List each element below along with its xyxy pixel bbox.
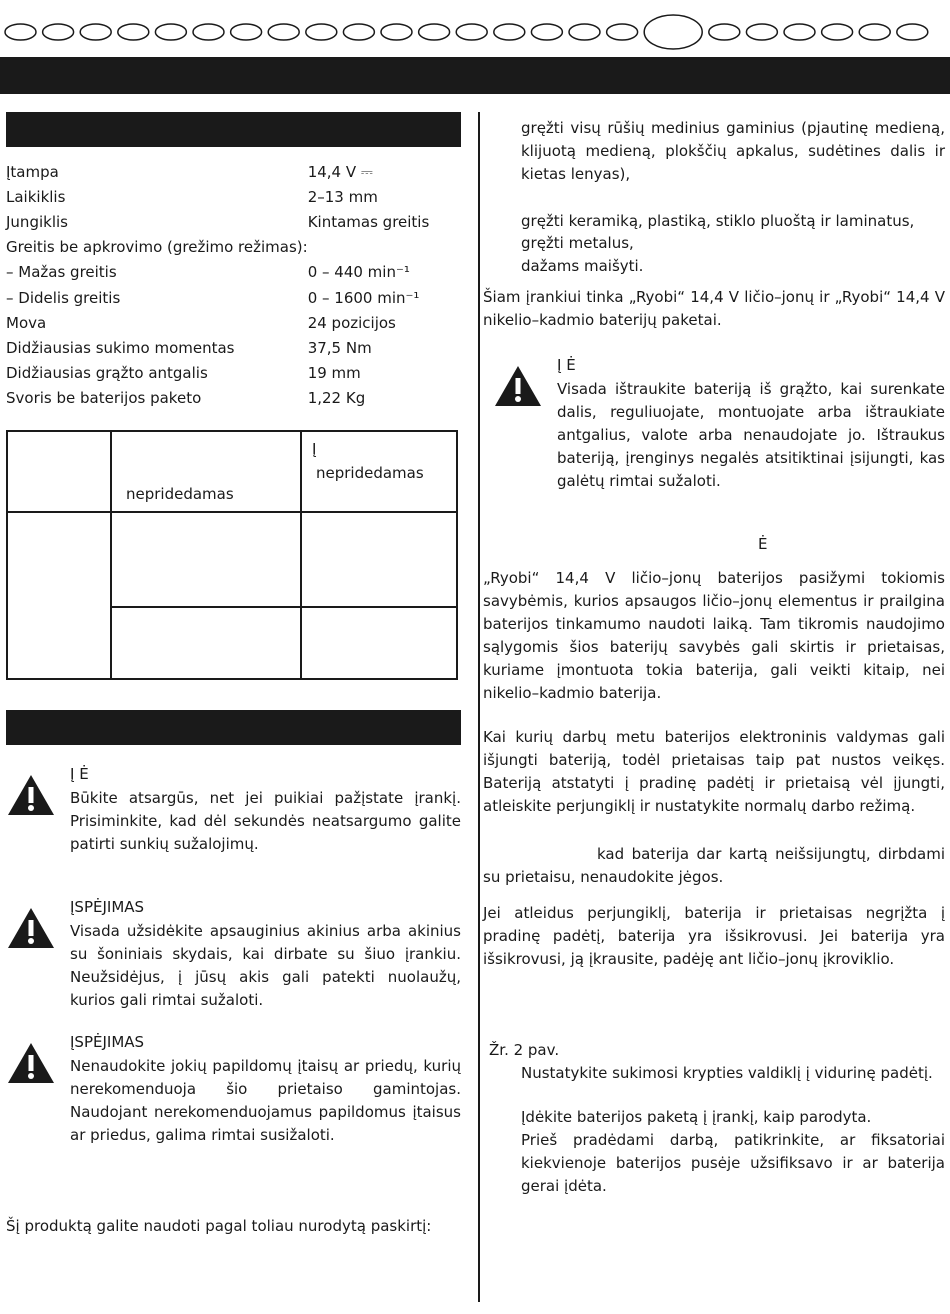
spec-label: Didžiausias sukimo momentas bbox=[6, 338, 235, 357]
page-oval bbox=[419, 24, 450, 40]
page-oval bbox=[494, 24, 525, 40]
spec-label: – Mažas greitis bbox=[6, 263, 117, 282]
paragraph-electronics: Kai kurių darbų metu baterijos elektroninis valdymas gali išjungti bateriją, todėl prietaisas taip pat nustos veikęs. Bateriją atstatyti į pradinę padėtį ir prietaisą vėl įjungti, atleiskite perjungiklį ir nustatykite normalų darbo režimą. bbox=[483, 728, 945, 815]
use-item-4: dažams maišyti. bbox=[521, 257, 644, 275]
spec-value: 37,5 Nm bbox=[307, 338, 372, 357]
paragraph-liion: „Ryobi“ 14,4 V ličio–jonų baterijos pasižymi tokiomis savybėmis, kurios apsaugos ličio–jonų elementus ir prailgina baterijos tinkamumo naudoti laiką. Tam tikromis naudojimo sąlygomis šios baterijų savybės gali skirtis ir prietaisas, kuriame įmontuota tokia baterija, gali veikti kitaip, nei nikelio–kadmio baterija. bbox=[483, 569, 945, 702]
warning-right-title: Į Ė bbox=[557, 356, 576, 374]
spec-label: Mova bbox=[6, 313, 47, 332]
spec-label: Įtampa bbox=[6, 162, 59, 181]
page-oval bbox=[709, 24, 740, 40]
spec-row bbox=[6, 159, 461, 184]
spec-row bbox=[6, 386, 461, 411]
figure-reference: Žr. 2 pav. bbox=[489, 1041, 560, 1059]
page-oval bbox=[80, 24, 111, 40]
spec-value: Kintamas greitis bbox=[307, 212, 430, 231]
warning-triangle-icon bbox=[6, 906, 56, 954]
use-item-1: gręžti visų rūšių medinius gaminius (pjautinę medieną, klijuotą medieną, plokščių apkalus, sudėtines dalis ir kietas lenyas), bbox=[521, 119, 945, 183]
spec-row bbox=[6, 260, 461, 285]
page-oval bbox=[822, 24, 853, 40]
page-oval bbox=[231, 24, 262, 40]
page-tab-ovals bbox=[0, 12, 950, 52]
page-oval bbox=[531, 24, 562, 40]
warning-block-1 bbox=[6, 765, 461, 875]
spec-value: 24 pozicijos bbox=[307, 313, 396, 332]
intended-use-intro: Šį produktą galite naudoti pagal toliau nurodytą paskirtį: bbox=[6, 1217, 432, 1235]
use-item-3: gręžti metalus, bbox=[521, 234, 634, 252]
warning-2-text: Visada užsidėkite apsauginius akinius arba akinius su šoniniais skydais, kai dirbate su šiuo įrankiu. Neužsidėjus, į jūsų akis gali patekti nuolaužų, kurios gali rimtai sužaloti. bbox=[70, 922, 461, 1009]
page-oval bbox=[155, 24, 186, 40]
section-heading-mark: Ė bbox=[758, 535, 768, 553]
warning-1-title: Į Ė bbox=[70, 765, 89, 783]
paragraph-force: kad baterija dar kartą neišsijungtų, dirbdami su prietaisu, nenaudokite jėgos. bbox=[483, 845, 945, 886]
specs-section-bar bbox=[6, 112, 461, 147]
spec-row bbox=[6, 235, 461, 260]
warning-triangle-icon bbox=[493, 364, 543, 412]
warning-3-text: Nenaudokite jokių papildomų įtaisų ar priedų, kurių nerekomenduoja šio prietaiso gamintojas. Naudojant nerekomenduojamus papildomus įtaisus ar priedus, galima rimtai susižaloti. bbox=[70, 1057, 461, 1144]
warning-triangle-icon bbox=[6, 773, 56, 821]
spec-row bbox=[6, 184, 461, 209]
spec-value: 1,22 Kg bbox=[307, 389, 366, 408]
page-oval bbox=[784, 24, 815, 40]
spec-value: 19 mm bbox=[307, 364, 361, 383]
page-oval bbox=[343, 24, 374, 40]
warning-block-2 bbox=[6, 898, 461, 1008]
spec-value: 2–13 mm bbox=[307, 187, 378, 206]
page-oval bbox=[859, 24, 890, 40]
warning-block-3 bbox=[6, 1033, 461, 1143]
battery-table-head-mark: Į bbox=[312, 440, 317, 458]
page-oval bbox=[897, 24, 928, 40]
warning-3-title: ĮSPĖJIMAS bbox=[70, 1033, 145, 1051]
page-oval bbox=[306, 24, 337, 40]
spec-label: Jungiklis bbox=[6, 212, 68, 231]
step-3: Prieš pradėdami darbą, patikrinkite, ar fiksatoriai kiekvienoje baterijos pusėje užsifiksavo ir ar baterija gerai įdėta. bbox=[521, 1131, 945, 1195]
page-oval bbox=[118, 24, 149, 40]
spec-value: 0 – 1600 min⁻¹ bbox=[307, 288, 420, 307]
spec-label: Didžiausias grąžto antgalis bbox=[6, 364, 208, 383]
spec-value: 14,4 V ⎓ bbox=[307, 162, 373, 181]
spec-value bbox=[308, 235, 461, 260]
page-oval bbox=[381, 24, 412, 40]
current-page-oval bbox=[644, 15, 702, 49]
step-2: Įdėkite baterijos paketą į įrankį, kaip parodyta. bbox=[521, 1108, 872, 1126]
spec-row bbox=[6, 335, 461, 360]
use-item-2: gręžti keramiką, plastiką, stiklo pluoštą ir laminatus, bbox=[521, 212, 915, 230]
battery-table bbox=[6, 430, 458, 680]
spec-row bbox=[6, 209, 461, 234]
spec-row bbox=[6, 361, 461, 386]
spec-row bbox=[6, 285, 461, 310]
spec-row bbox=[6, 310, 461, 335]
warning-2-title: ĮSPĖJIMAS bbox=[70, 898, 145, 916]
spec-value: 0 – 440 min⁻¹ bbox=[307, 263, 410, 282]
warning-block-right bbox=[493, 356, 945, 496]
page-oval bbox=[569, 24, 600, 40]
spec-label: Greitis be apkrovimo (grežimo režimas): bbox=[6, 238, 308, 257]
spec-label: Svoris be baterijos paketo bbox=[6, 389, 202, 408]
column-divider bbox=[478, 112, 480, 1302]
battery-suitability: Šiam įrankiui tinka „Ryobi“ 14,4 V ličio–jonų ir „Ryobi“ 14,4 V nikelio–kadmio baterijų paketai. bbox=[483, 288, 945, 329]
battery-table-col3-head: nepridedamas bbox=[316, 464, 424, 482]
page-oval bbox=[746, 24, 777, 40]
battery-table-col2-head: nepridedamas bbox=[126, 485, 234, 503]
spec-label: – Didelis greitis bbox=[6, 288, 121, 307]
warning-1-text: Būkite atsargūs, net jei puikiai pažįstate įrankį. Prisiminkite, kad dėl sekundės neatsargumo galite patirti sunkių sužalojimų. bbox=[70, 789, 461, 853]
page-oval bbox=[193, 24, 224, 40]
page-oval bbox=[607, 24, 638, 40]
page-oval bbox=[5, 24, 36, 40]
specifications-table bbox=[6, 159, 461, 411]
safety-section-bar bbox=[6, 710, 461, 745]
header-bar bbox=[0, 57, 950, 94]
page-oval bbox=[456, 24, 487, 40]
warning-triangle-icon bbox=[6, 1041, 56, 1089]
page-oval bbox=[268, 24, 299, 40]
step-1: Nustatykite sukimosi krypties valdiklį į vidurinę padėtį. bbox=[521, 1064, 933, 1082]
paragraph-discharged: Jei atleidus perjungiklį, baterija ir prietaisas negrįžta į pradinę padėtį, baterija yra išsikrovusi. Jei baterija yra išsikrovusi, ją įkrausite, padėję ant ličio–jonų įkroviklio. bbox=[483, 904, 945, 968]
spec-label: Laikiklis bbox=[6, 187, 66, 206]
page-oval bbox=[43, 24, 74, 40]
warning-right-text: Visada ištraukite bateriją iš grąžto, kai surenkate dalis, reguliuojate, montuojate arba ištraukiate antgalius, valote arba nenaudojate jo. Ištraukus bateriją, įrenginys negalės atsitiktinai įsijungti, kas galėtų rimtai sužaloti. bbox=[557, 380, 945, 490]
